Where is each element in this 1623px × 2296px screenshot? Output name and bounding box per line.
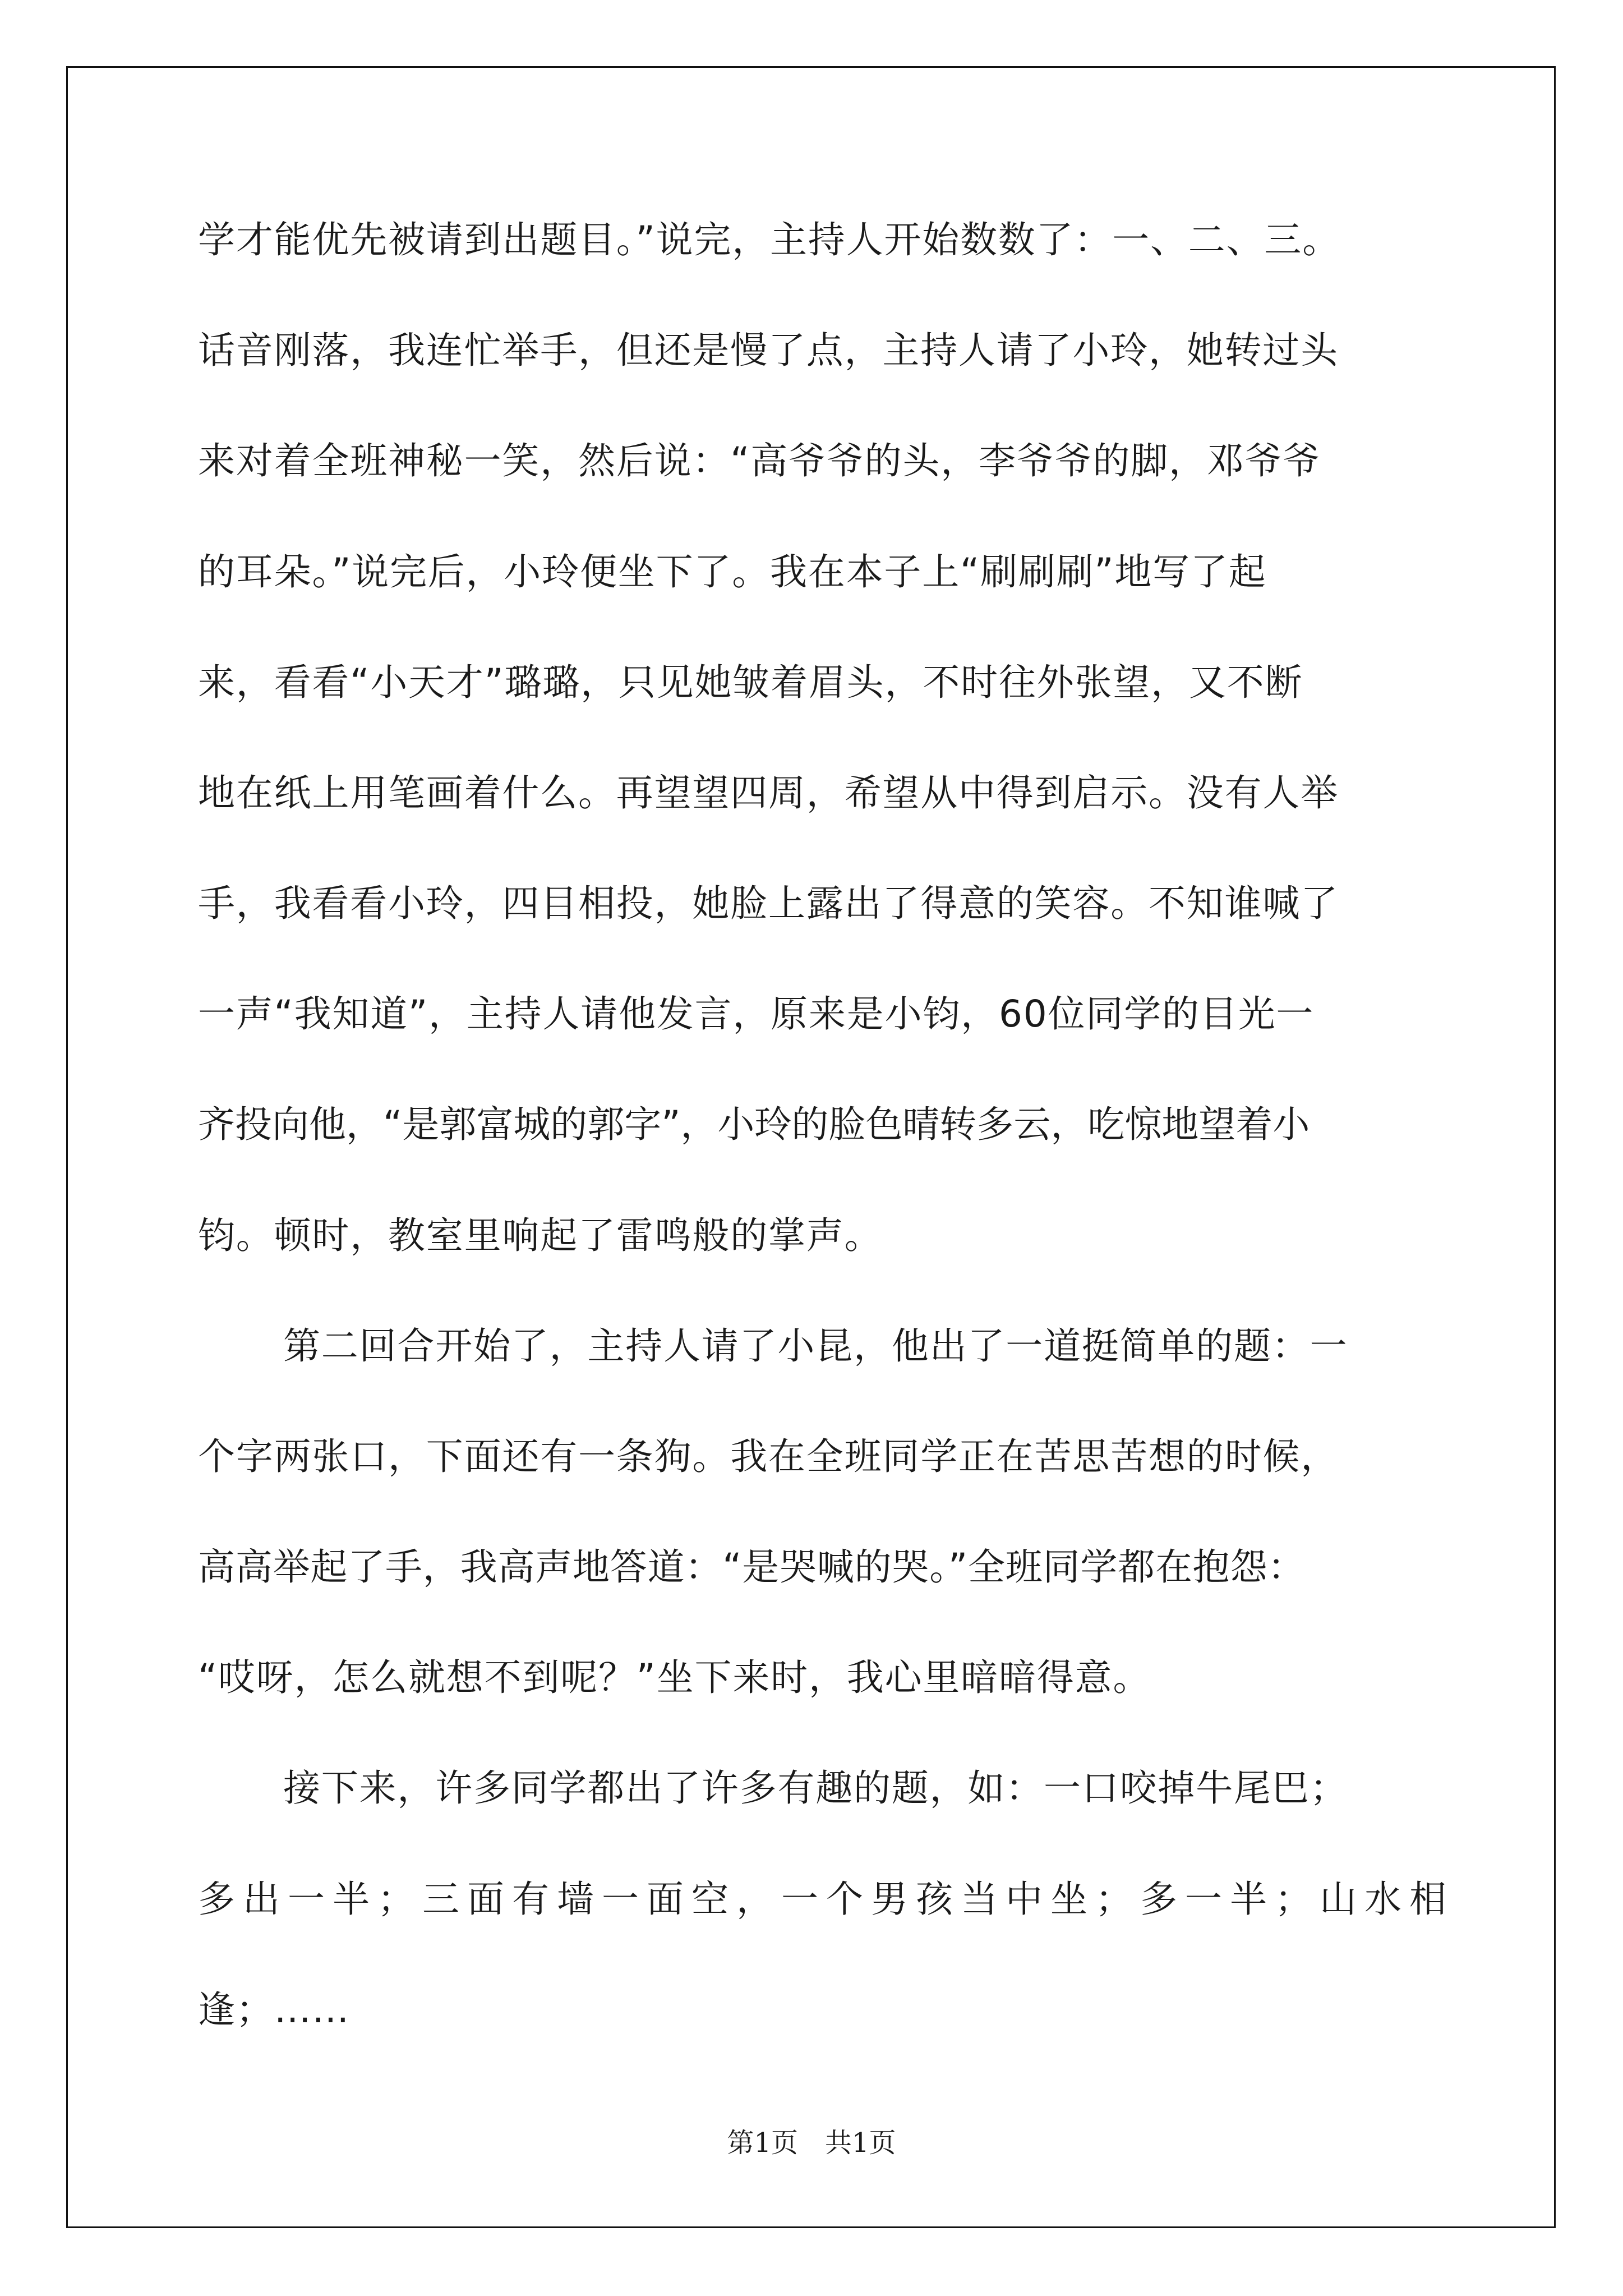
text-line-4: 的耳朵。”说完后，小玲便坐下了。我在本子上“刷刷刷”地写了起 — [198, 550, 1267, 593]
text-line-14: “哎呀，怎么就想不到呢？”坐下来时，我心里暗暗得意。 — [198, 1656, 1151, 1699]
text-line-16: 多出一半；三面有墙一面空，一个男孩当中坐；多一半；山水相 — [198, 1878, 1454, 1921]
text-line-7: 手，我看看小玲，四目相投，她脸上露出了得意的笑容。不知谁喊了 — [198, 882, 1339, 925]
text-line-10: 钧。顿时，教室里响起了雷鸣般的掌声。 — [198, 1214, 883, 1257]
text-line-17: 逢；…… — [198, 1988, 351, 2031]
text-line-5: 来，看看“小天才”璐璐，只见她皱着眉头，不时往外张望，又不断 — [198, 661, 1303, 704]
text-line-3: 来对着全班神秘一笑，然后说：“高爷爷的头，李爷爷的脚，邓爷爷 — [198, 439, 1321, 482]
text-line-13: 高高举起了手，我高声地答道：“是哭喊的哭。”全班同学都在抱怨： — [198, 1545, 1306, 1589]
page-number-footer: 第1页 共1页 — [727, 2127, 896, 2159]
text-line-1: 学才能优先被请到出题目。”说完，主持人开始数数了：一、二、三。 — [198, 218, 1340, 261]
text-line-9: 齐投向他，“是郭富城的郭字”，小玲的脸色晴转多云，吃惊地望着小 — [198, 1103, 1310, 1146]
text-line-11: 第二回合开始了，主持人请了小昆，他出了一道挺简单的题：一 — [283, 1324, 1348, 1368]
text-line-8: 一声“我知道”，主持人请他发言，原来是小钧，60位同学的目光一 — [198, 992, 1315, 1036]
text-line-2: 话音刚落，我连忙举手，但还是慢了点，主持人请了小玲，她转过头 — [198, 329, 1339, 372]
text-line-6: 地在纸上用笔画着什么。再望望四周，希望从中得到启示。没有人举 — [198, 771, 1339, 815]
text-line-15: 接下来，许多同学都出了许多有趣的题，如：一口咬掉牛尾巴； — [283, 1766, 1348, 1810]
text-line-12: 个字两张口，下面还有一条狗。我在全班同学正在苦思苦想的时候， — [198, 1435, 1339, 1478]
